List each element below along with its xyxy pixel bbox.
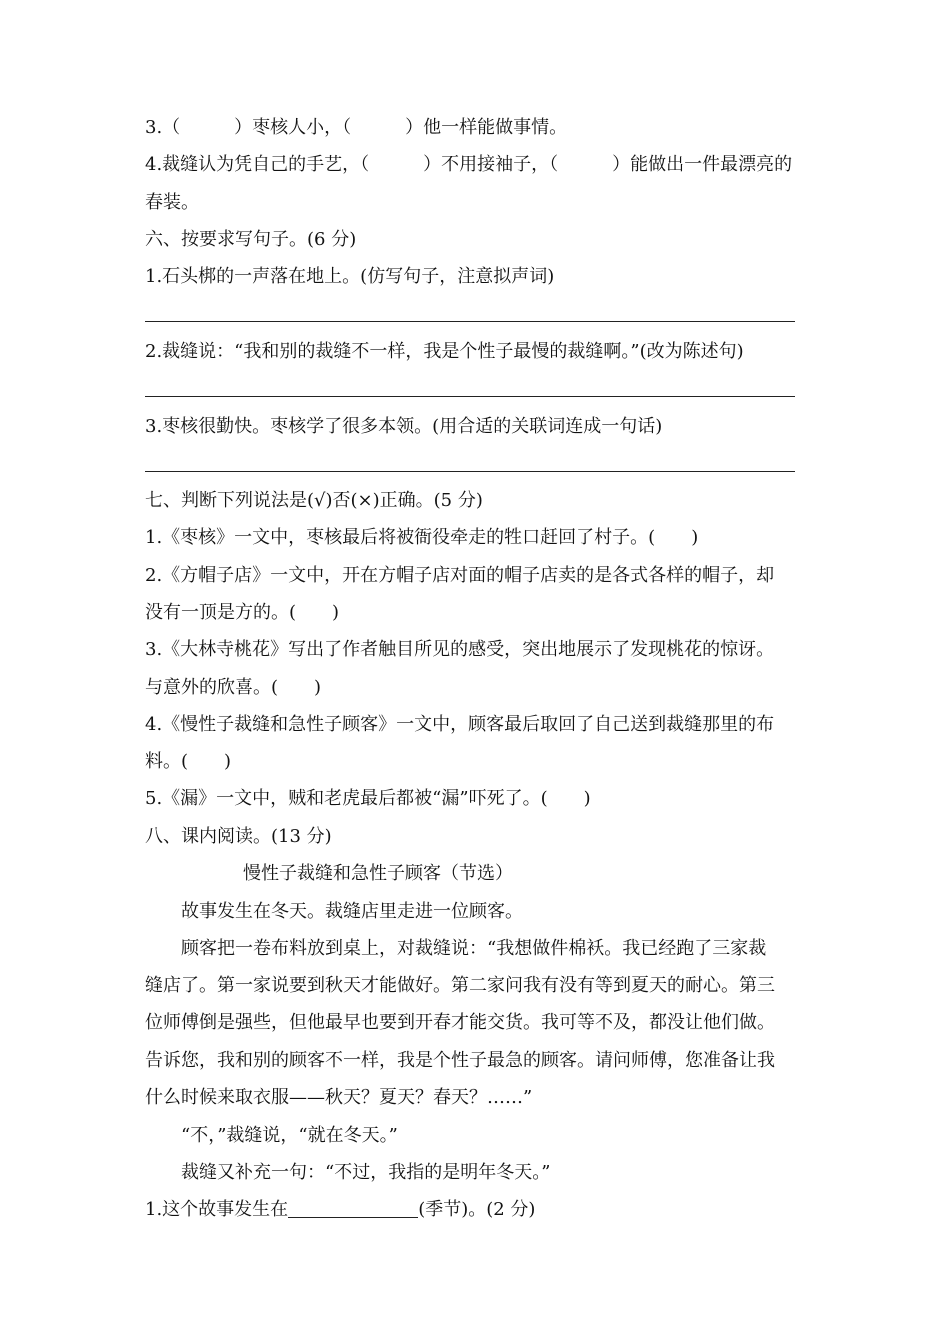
question-8-1-suffix: (季节)。(2 分)	[418, 1199, 536, 1220]
passage-paragraph-4: 裁缝又补充一句：“不过，我指的是明年冬天。”	[181, 1162, 551, 1183]
section-7-title: 七、判断下列说法是(√)否(×)正确。(5 分)	[145, 490, 483, 511]
question-5-3: 3.（ ）枣核人小，（ ）他一样能做事情。	[145, 117, 568, 138]
question-7-4-line2: 料。( )	[145, 751, 232, 772]
question-6-3: 3.枣核很勤快。枣核学了很多本领。(用合适的关联词连成一句话)	[145, 416, 663, 437]
question-8-1	[145, 1198, 825, 1222]
question-7-2-line2: 没有一顶是方的。( )	[145, 602, 340, 623]
question-7-3-line1: 3.《大林寺桃花》写出了作者触目所见的感受，突出地展示了发现桃花的惊讶。	[145, 639, 775, 660]
question-7-5: 5.《漏》一文中，贼和老虎最后都被“漏”吓死了。( )	[145, 788, 591, 809]
passage-paragraph-3: “不，”裁缝说，“就在冬天。”	[181, 1125, 398, 1146]
passage-paragraph-1: 故事发生在冬天。裁缝店里走进一位顾客。	[181, 901, 523, 922]
question-7-2-line1: 2.《方帽子店》一文中，开在方帽子店对面的帽子店卖的是各式各样的帽子，却	[145, 565, 775, 586]
question-8-1-prefix: 1.这个故事发生在	[145, 1199, 289, 1220]
question-5-4-line1: 4.裁缝认为凭自己的手艺，（ ）不用接袖子，（ ）能做出一件最漂亮的	[145, 154, 793, 175]
question-8-1-blank[interactable]	[288, 1199, 418, 1218]
question-6-2: 2.裁缝说：“我和别的裁缝不一样，我是个性子最慢的裁缝啊。”(改为陈述句)	[145, 341, 744, 362]
question-6-1: 1.石头梆的一声落在地上。(仿写句子，注意拟声词)	[145, 266, 555, 287]
answer-line-6-3[interactable]	[145, 471, 795, 472]
question-7-4-line1: 4.《慢性子裁缝和急性子顾客》一文中，顾客最后取回了自己送到裁缝那里的布	[145, 714, 775, 735]
question-7-1: 1.《枣核》一文中，枣核最后将被衙役牵走的牲口赶回了村子。( )	[145, 527, 699, 548]
passage-paragraph-2-line5: 什么时候来取衣服——秋天？夏天？春天？……”	[145, 1087, 533, 1108]
passage-paragraph-2-line2: 缝店了。第一家说要到秋天才能做好。第二家问我有没有等到夏天的耐心。第三	[145, 975, 775, 996]
section-8-title: 八、课内阅读。(13 分)	[145, 826, 332, 847]
question-7-3-line2: 与意外的欣喜。( )	[145, 677, 322, 698]
passage-paragraph-2-line3: 位师傅倒是强些，但他最早也要到开春才能交货。我可等不及，都没让他们做。	[145, 1012, 775, 1033]
passage-title: 慢性子裁缝和急性子顾客（节选）	[243, 863, 513, 884]
passage-paragraph-2-line1: 顾客把一卷布料放到桌上，对裁缝说：“我想做件棉袄。我已经跑了三家裁	[181, 938, 767, 959]
section-6-title: 六、按要求写句子。(6 分)	[145, 229, 357, 250]
answer-line-6-1[interactable]	[145, 321, 795, 322]
answer-line-6-2[interactable]	[145, 396, 795, 397]
question-5-4-line2: 春装。	[145, 192, 199, 213]
passage-paragraph-2-line4: 告诉您，我和别的顾客不一样，我是个性子最急的顾客。请问师傅，您准备让我	[145, 1050, 775, 1071]
